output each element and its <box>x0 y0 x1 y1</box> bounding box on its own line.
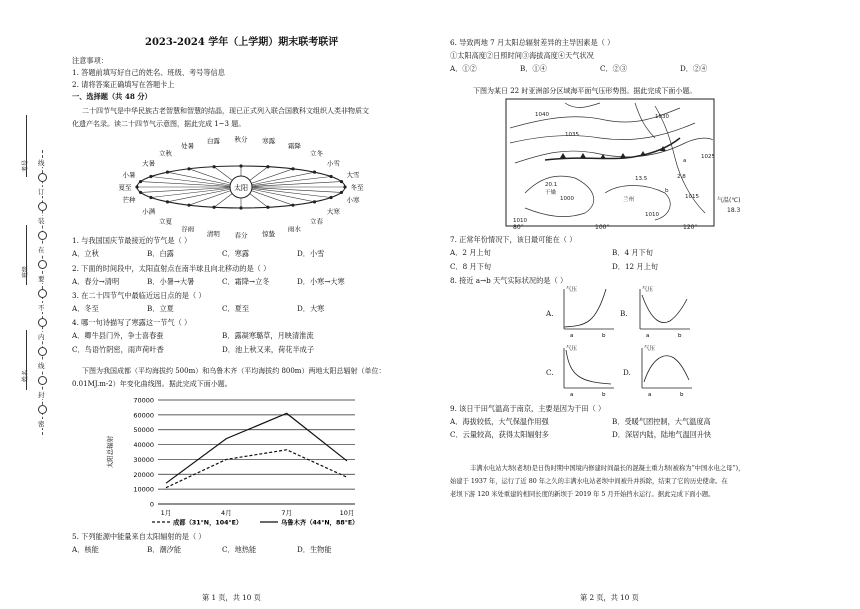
solar-term-label: 小雪 <box>326 159 340 168</box>
q5-option-a: A．核能 <box>72 545 99 554</box>
y-tick-label: 40000 <box>133 441 154 450</box>
binding-char: 内 <box>38 333 45 341</box>
binding-circle <box>38 260 47 269</box>
a-label: a <box>570 333 574 338</box>
earth-position-dot <box>329 196 332 199</box>
q7-option-c: C．8 月下旬 <box>450 262 492 271</box>
binding-circle <box>38 289 47 298</box>
map-label: 1010 <box>645 212 659 218</box>
passage-line-3: 老坝下游 120 米处重建的相同长度的新坝于 2019 年 5 月开始挡水运行。据此完成下面小题。 <box>450 491 715 498</box>
y-axis-label: 气压 <box>566 287 578 293</box>
x-tick-label: 1月 <box>160 509 172 517</box>
chart-intro-2: 0.01MJ.m-2）年变化曲线图。据此完成下面小题。 <box>72 380 232 388</box>
q2-option-d: D．小寒→大寒 <box>297 277 345 286</box>
earth-position-dot <box>343 185 346 188</box>
q8-option-b-letter: B. <box>620 309 628 318</box>
note-2: 2. 请将答案正确填写在答题卡上 <box>72 80 175 89</box>
q1-option-a: A．立秋 <box>72 249 99 258</box>
solar-term-label: 霜降 <box>287 141 301 150</box>
term-spoke <box>241 187 341 192</box>
solar-term-label: 大寒 <box>326 207 340 216</box>
banji-line <box>26 225 27 285</box>
pressure-map <box>505 98 750 230</box>
footer-left: 第 1 页，共 10 页 <box>202 593 261 602</box>
y-tick-label: 50000 <box>133 426 154 435</box>
lon-80: 80° <box>513 224 524 230</box>
footer-right: 第 2 页，共 10 页 <box>580 593 639 602</box>
q5-stem: 5. 下列能源中能量来自太阳辐射的是（ ） <box>72 532 206 541</box>
earth-position-dot <box>291 204 294 207</box>
kaohao-line <box>26 115 27 177</box>
map-legend-value: 18.3 <box>727 207 741 214</box>
binding-circle <box>38 202 47 211</box>
earth-position-dot <box>139 191 142 194</box>
earth-position-dot <box>135 185 138 188</box>
earth-position-dot <box>313 171 316 174</box>
q4-option-c: C．鸟语竹阴密，雨声荷叶香 <box>72 345 164 354</box>
earth-position-dot <box>212 165 215 168</box>
q2-option-a: A．春分→清明 <box>72 277 120 286</box>
q4-option-d: D．池上秋又来，荷花半成子 <box>222 345 315 354</box>
x-tick-label: 10月 <box>339 509 355 517</box>
binding-char: 在 <box>38 246 45 254</box>
solar-term-label: 白露 <box>206 137 220 146</box>
b-label: b <box>602 392 606 397</box>
lon-100: 100° <box>595 224 610 230</box>
y-axis-label: 太阳总辐射 <box>106 435 114 469</box>
series-line-0 <box>166 450 347 488</box>
map-label: 1035 <box>565 132 579 138</box>
q3-stem: 3. 在二十四节气中最临近远日点的是（ ） <box>72 291 206 300</box>
note-1: 1. 答题前填写好自己的姓名、班级、考号等信息 <box>72 68 225 77</box>
binding-circle <box>38 231 47 240</box>
q8-option-d-letter: D. <box>623 368 631 377</box>
solar-term-label: 寒露 <box>262 137 276 146</box>
q2-option-b: B．小暑→大暑 <box>147 277 195 286</box>
q4-option-b: B．露凝寒璐草，月映清淮流 <box>222 331 314 340</box>
solar-term-label: 立春 <box>309 217 323 226</box>
q8-graph-d <box>634 342 694 397</box>
solar-term-label: 秋分 <box>234 135 248 144</box>
earth-position-dot <box>266 165 269 168</box>
binding-circle <box>38 405 47 414</box>
earth-position-dot <box>239 206 242 209</box>
solar-term-label: 处暑 <box>181 141 195 150</box>
q3-option-b: B．立夏 <box>147 304 174 313</box>
map-label: 兰州 <box>623 197 635 203</box>
sun-label: 太阳 <box>234 184 248 192</box>
binding-char: 要 <box>38 275 45 283</box>
legend-label: 乌鲁木齐（44°N，88°E） <box>281 519 359 527</box>
solar-term-label: 立秋 <box>159 149 173 158</box>
q8-graph-a <box>556 283 616 338</box>
q5-option-d: D．生物能 <box>297 545 332 554</box>
binding-circle <box>38 173 47 182</box>
solar-term-label: 惊蛰 <box>262 229 276 238</box>
y-tick-label: 0 <box>149 500 154 509</box>
earth-position-dot <box>149 175 152 178</box>
binding-char: 装 <box>38 217 45 225</box>
q5-option-c: C．地热能 <box>222 545 257 554</box>
solar-term-label: 小满 <box>142 207 156 216</box>
q8-stem: 8. 接近 a→b 天气实际状况的是（ ） <box>450 276 568 285</box>
earth-position-dot <box>139 180 142 183</box>
q7-stem: 7. 正常年份情况下，该日最可能在（ ） <box>450 235 577 244</box>
q8-graph-c <box>556 342 616 397</box>
q3-option-d: D．大寒 <box>297 304 325 313</box>
q9-option-a: A．海拔较低，大气保温作用强 <box>450 417 549 426</box>
q4-option-a: A．卿牛县门外，争士喜春蚕 <box>72 331 164 340</box>
x-tick-label: 4月 <box>221 509 232 517</box>
earth-position-dot <box>291 167 294 170</box>
binding-circle <box>38 376 47 385</box>
term-spoke <box>241 182 341 187</box>
q9-option-d: D．深居内陆，陆地气温回升快 <box>612 430 712 439</box>
term-spoke <box>141 187 241 192</box>
q6-option-b: B．①④ <box>520 64 547 73</box>
binding-char: 封 <box>38 391 45 399</box>
term-spoke <box>141 182 241 187</box>
binding-char: 不 <box>38 304 45 312</box>
y-axis-label: 气压 <box>644 346 656 352</box>
solar-term-label: 立冬 <box>309 149 323 158</box>
q1-stem: 1. 与我国国庆节最接近的节气是（ ） <box>72 236 192 245</box>
y-tick-label: 30000 <box>133 455 154 464</box>
q5-option-b: B．潮汐能 <box>147 545 182 554</box>
q6-stem: 6. 导致两地 7 月太阳总辐射差异的主导因素是（ ） <box>450 38 615 47</box>
y-axis-label: 气压 <box>566 346 578 352</box>
earth-position-dot <box>187 167 190 170</box>
q9-stem: 9. 该日干田气温高于南京，主要是因为干田（ ） <box>450 404 606 413</box>
y-tick-label: 10000 <box>133 485 154 494</box>
q8-option-a-letter: A. <box>546 309 554 318</box>
binding-char: 密 <box>38 420 45 428</box>
chart-intro-1: 下图为我国成都（平均海拔约 500m）和乌鲁木齐（平均海拔约 800m）两地太阳总辐射（单位： <box>82 367 386 375</box>
q8-option-c-letter: C. <box>546 368 554 377</box>
solar-term-label: 春分 <box>234 231 248 240</box>
binding-char: 订 <box>38 188 45 196</box>
paper-title: 2023-2024 学年（上学期）期末联考联评 <box>145 37 339 48</box>
intro-line-2: 化遗产名录。读二十四节气示意图，据此完成 1~3 题。 <box>72 120 246 128</box>
q9-option-b: B．受暖气团控制，大气温度高 <box>612 417 711 426</box>
earth-position-dot <box>340 180 343 183</box>
solar-term-label: 小寒 <box>346 195 360 204</box>
q6-option-d: D．②④ <box>680 64 708 73</box>
binding-circle <box>38 347 47 356</box>
b-label: b <box>602 333 606 338</box>
earth-position-dot <box>166 200 169 203</box>
map-point-b: b <box>665 188 669 194</box>
q7-option-d: D．12 月上旬 <box>612 262 658 271</box>
earth-position-dot <box>239 164 242 167</box>
intro-line-1: 二十四节气是中华民族古老智慧和智慧的结晶，现已正式列入联合国教科文组织人类非物质文 <box>82 107 369 115</box>
earth-position-dot <box>166 171 169 174</box>
map-label: 13.5 <box>635 176 648 182</box>
q3-option-c: C．夏至 <box>222 304 250 313</box>
q2-option-c: C．霜降→立冬 <box>222 277 270 286</box>
passage-line-1: 丰满水电站大坝(老坝)是日伪时期中国境内修建时间最长的混凝土重力坝(被称为“中国水电之母”)， <box>470 465 745 472</box>
map-point-a: a <box>683 158 687 164</box>
a-label: a <box>570 392 574 397</box>
lon-120: 120° <box>683 224 698 230</box>
q2-stem: 2. 下面的时间段中，太阳直射点在南半球且向北移动的是（ ） <box>72 264 271 273</box>
q8-graph-b <box>632 283 692 338</box>
legend-label: 成都（31°N，104°E） <box>173 519 243 527</box>
q7-option-b: B．4 月下旬 <box>612 248 653 257</box>
q1-option-d: D．小雪 <box>297 249 325 258</box>
q6-factors: ①太阳高度②日照时间③海拔高度④天气状况 <box>450 51 594 60</box>
q6-option-c: C．②③ <box>600 64 628 73</box>
map-label: 20.1 <box>545 182 558 188</box>
kaohao-label: 考号 <box>22 159 29 172</box>
q1-option-b: B．白露 <box>147 249 174 258</box>
solar-term-label: 雨水 <box>287 225 301 234</box>
xingming-line <box>26 330 27 390</box>
earth-position-dot <box>187 204 190 207</box>
y-tick-label: 70000 <box>133 396 154 405</box>
y-tick-label: 20000 <box>133 470 154 479</box>
solar-term-label: 立夏 <box>159 217 173 226</box>
a-label: a <box>646 333 650 338</box>
earth-position-dot <box>212 206 215 209</box>
q6-option-a: A．①② <box>450 64 477 73</box>
q7-option-a: A．2 月上旬 <box>450 248 491 257</box>
solar-terms-diagram <box>118 132 364 242</box>
binding-char: 线 <box>38 159 45 167</box>
map-label: 1030 <box>655 114 669 120</box>
binding-char: 线 <box>38 362 45 370</box>
q9-option-c: C．云量较高，获得太阳辐射多 <box>450 430 549 439</box>
map-legend: 气温(℃) <box>717 197 741 204</box>
q1-option-c: C．寒露 <box>222 249 250 258</box>
solar-term-label: 清明 <box>206 229 220 238</box>
q3-option-a: A．冬至 <box>72 304 99 313</box>
notes-head: 注意事项： <box>72 56 108 65</box>
x-tick-label: 7月 <box>281 509 292 517</box>
y-axis-label: 气压 <box>642 287 654 293</box>
series-line-1 <box>166 413 347 483</box>
solar-term-label: 谷雨 <box>181 225 195 234</box>
earth-position-dot <box>329 175 332 178</box>
map-label: 1015 <box>685 194 699 200</box>
a-label: a <box>648 392 652 397</box>
banji-label: 班级 <box>22 265 29 278</box>
earth-position-dot <box>340 191 343 194</box>
solar-term-label: 大暑 <box>142 159 156 168</box>
binding-circle <box>38 318 47 327</box>
map-label: 1040 <box>535 112 549 118</box>
solar-term-label: 小暑 <box>122 171 136 180</box>
solar-term-label: 冬至 <box>350 183 364 192</box>
y-tick-label: 60000 <box>133 411 154 420</box>
solar-term-label: 芒种 <box>122 195 136 204</box>
earth-position-dot <box>149 196 152 199</box>
solar-term-label: 夏至 <box>118 183 132 192</box>
binding-strip <box>0 0 50 609</box>
earth-position-dot <box>313 200 316 203</box>
earth-position-dot <box>266 206 269 209</box>
map-intro: 下图为某日 22 时亚洲部分区域海平面气压形势图。据此完成下面小题。 <box>473 87 697 95</box>
b-label: b <box>678 333 682 338</box>
solar-term-label: 大雪 <box>346 171 360 180</box>
b-label: b <box>680 392 684 397</box>
map-label: 干燥 <box>545 190 557 196</box>
q4-stem: 4. 哪一句诗描写了寒露这一节气（ ） <box>72 318 192 327</box>
section-heading: 一、选择题（共 48 分） <box>72 92 152 101</box>
passage-line-2: 始建于 1937 年，运行了近 80 年之久的丰满水电站老坝中间被升并拆除，结束了它的历史使命。在 <box>450 478 728 485</box>
radiation-chart <box>100 392 400 528</box>
map-label: 1010 <box>513 218 527 224</box>
xingming-label: 姓名 <box>22 369 29 382</box>
map-label: 2.8 <box>677 174 686 180</box>
map-label: 1000 <box>560 196 574 202</box>
map-label: 1025 <box>701 154 715 160</box>
